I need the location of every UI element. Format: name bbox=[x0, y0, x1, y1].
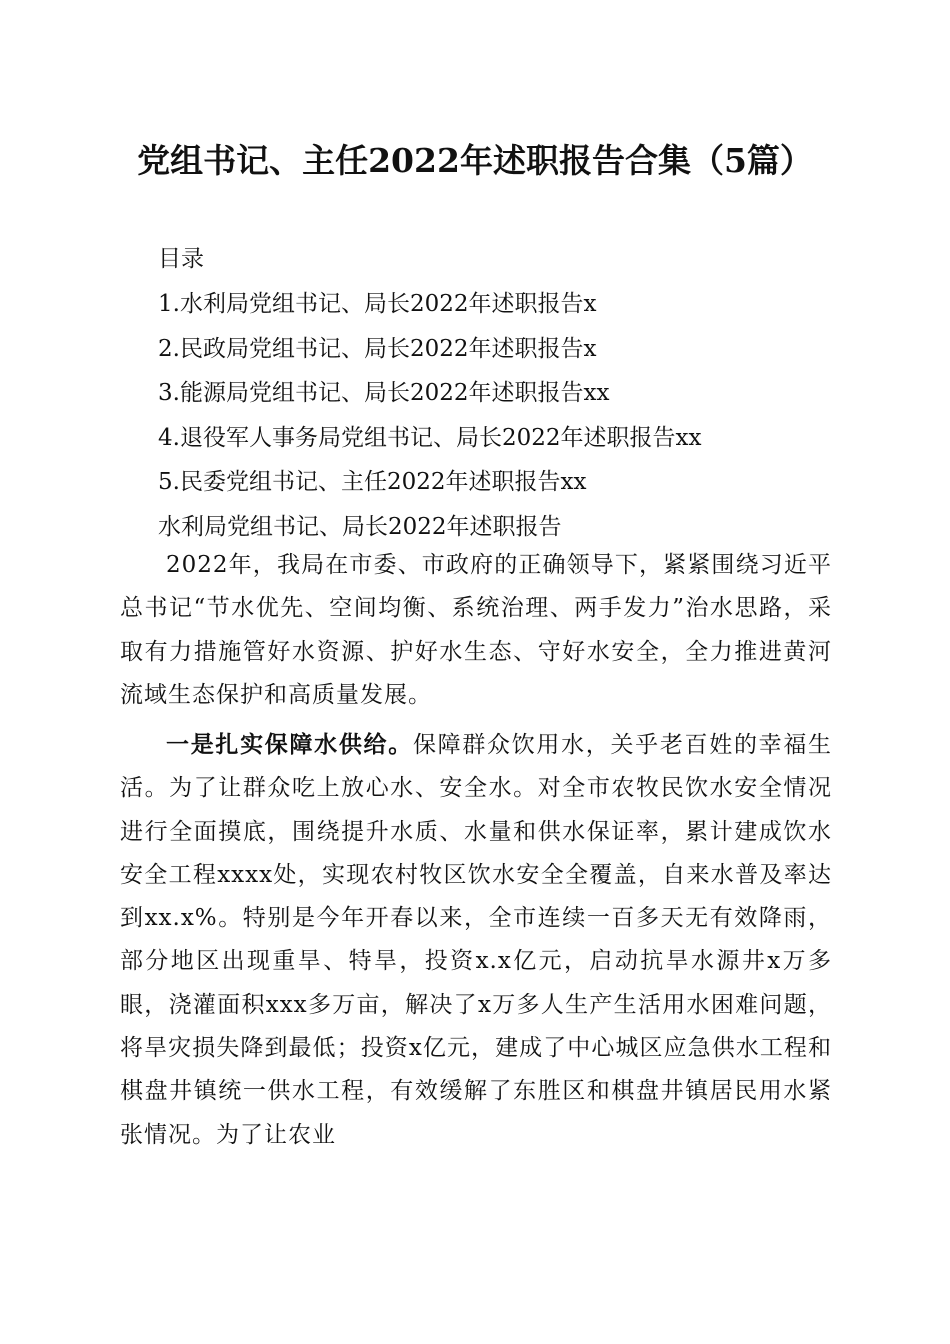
section-title: 水利局党组书记、局长2022年述职报告 bbox=[158, 514, 562, 540]
toc-item-1: 1.水利局党组书记、局长2022年述职报告x bbox=[158, 291, 597, 317]
toc-item-2: 2.民政局党组书记、局长2022年述职报告x bbox=[158, 336, 597, 362]
document-title: 党组书记、主任2022年述职报告合集（5篇） bbox=[137, 141, 813, 180]
toc-item-5: 5.民委党组书记、主任2022年述职报告xx bbox=[158, 469, 587, 495]
point1-lead: 一是扎实保障水供给。 bbox=[166, 731, 413, 758]
point1-paragraph bbox=[120, 723, 832, 1157]
toc-item-3: 3.能源局党组书记、局长2022年述职报告xx bbox=[158, 380, 610, 406]
toc-item-4: 4.退役军人事务局党组书记、局长2022年述职报告xx bbox=[158, 425, 702, 451]
toc-heading: 目录 bbox=[158, 246, 204, 272]
intro-paragraph: 2022年，我局在市委、市政府的正确领导下，紧紧围绕习近平总书记“节水优先、空间均衡、系统治理、两手发力”治水思路，采取有力措施管好水资源、护好水生态、守好水安全，全力推进黄河流域生态保护和高质量发展。 bbox=[120, 552, 832, 708]
point1-text: 保障群众饮用水，关乎老百姓的幸福生活。为了让群众吃上放心水、安全水。对全市农牧民饮水安全情况进行全面摸底，围绕提升水质、水量和供水保证率，累计建成饮水安全工程xxxx处，实现农村牧区饮水安全全覆盖，自来水普及率达到xx.x%。特别是今年开春以来，全市连续一百多天无有效降雨，部分地区出现重旱、特旱，投资x.x亿元，启动抗旱水源井x万多眼，浇灌面积xxx多万亩，解决了x万多人生产生活用水困难问题，将旱灾损失降到最低；投资x亿元，建成了中心城区应急供水工程和棋盘井镇统一供水工程，有效缓解了东胜区和棋盘井镇居民用水紧张情况。为了让农业 bbox=[120, 732, 833, 1148]
